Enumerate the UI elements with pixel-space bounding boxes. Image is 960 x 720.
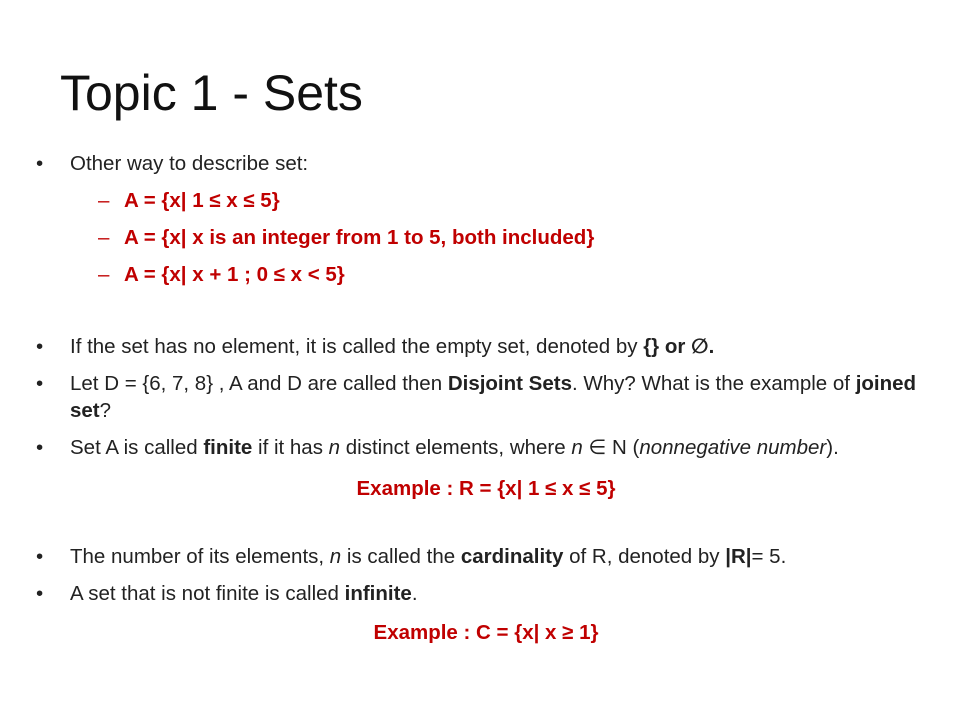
example-r: Example : R = {x| 1 ≤ x ≤ 5} <box>356 477 616 500</box>
dash-icon: – <box>98 263 110 286</box>
slide-title: Topic 1 - Sets <box>60 65 363 121</box>
sub-item-text: A = {x| 1 ≤ x ≤ 5} <box>124 189 280 212</box>
dash-icon: – <box>98 189 110 212</box>
bullet-icon: • <box>36 582 44 605</box>
bullet-empty-set <box>36 333 936 360</box>
bullet-text: Let D = {6, 7, 8} , A and D are called then Disjoint Sets. Why? What is the example of joined set? <box>70 372 917 422</box>
bullet-text: Other way to describe set: <box>70 152 309 175</box>
bullet-disjoint <box>36 370 936 424</box>
sub-item-3 <box>98 261 936 288</box>
example-c: Example : C = {x| x ≥ 1} <box>373 621 599 644</box>
sub-item-text: A = {x| x is an integer from 1 to 5, both included} <box>124 226 595 249</box>
bullet-icon: • <box>36 152 44 175</box>
bullet-icon: • <box>36 335 44 358</box>
sub-item-1 <box>98 187 936 214</box>
sub-item-2 <box>98 224 936 251</box>
dash-icon: – <box>98 226 110 249</box>
bullet-finite <box>36 434 936 461</box>
bullet-text: The number of its elements, n is called the cardinality of R, denoted by |R|= 5. <box>70 545 787 568</box>
bullet-icon: • <box>36 436 44 459</box>
bullet-text: If the set has no element, it is called the empty set, denoted by {} or ∅. <box>70 335 715 358</box>
bullet-infinite <box>36 580 936 607</box>
bullet-text: Set A is called finite if it has n distinct elements, where n ∈ N (nonnegative number). <box>70 436 839 459</box>
bullet-icon: • <box>36 545 44 568</box>
bullet-describe <box>36 150 936 177</box>
bullet-icon: • <box>36 372 44 395</box>
sub-item-text: A = {x| x + 1 ; 0 ≤ x < 5} <box>124 263 345 286</box>
bullet-cardinality <box>36 543 936 570</box>
slide-body <box>36 140 936 646</box>
bullet-text: A set that is not finite is called infinite. <box>70 582 418 605</box>
